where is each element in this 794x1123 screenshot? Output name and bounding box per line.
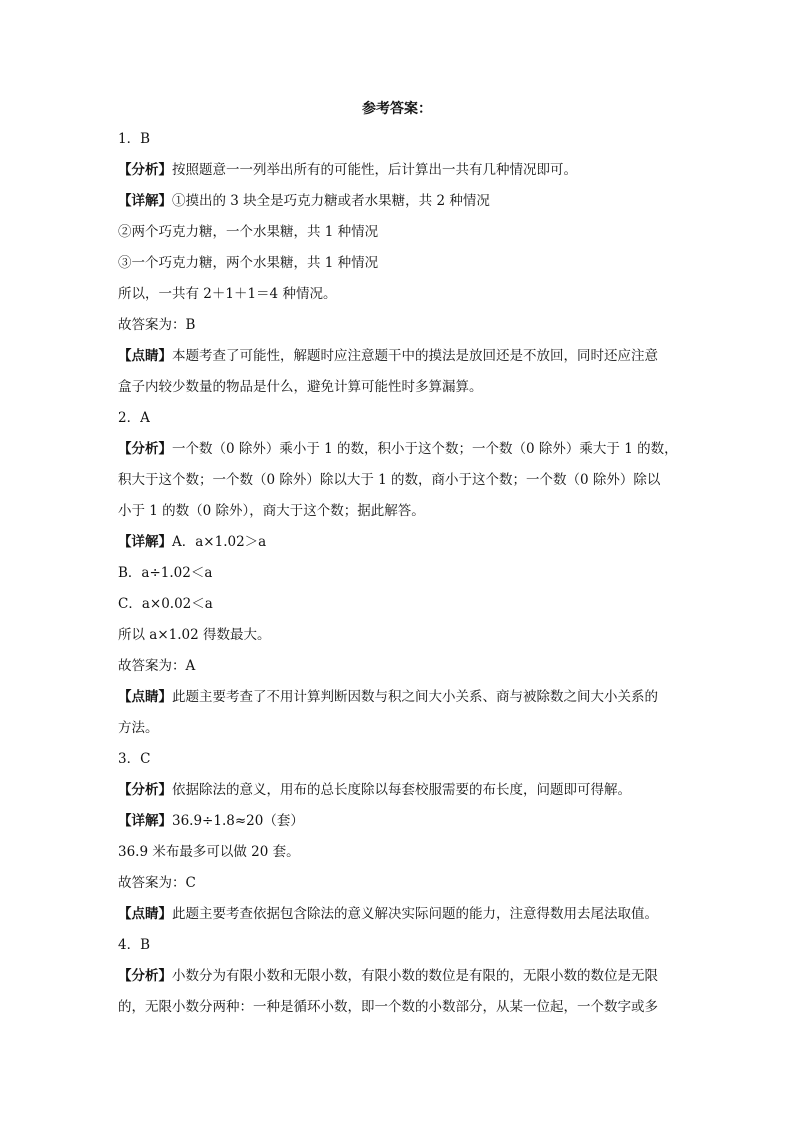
line-text: 36.9 米布最多可以做 20 套。 — [118, 844, 300, 860]
text-line — [118, 899, 686, 930]
line-text: ③一个巧克力糖，两个水果糖，共 1 种情况 — [118, 255, 379, 271]
line-text: 故答案为：A — [118, 658, 196, 674]
section-tag: 【详解】 — [118, 813, 172, 829]
line-text: 1．B — [118, 131, 151, 147]
line-text: 所以，一共有 2＋1＋1＝4 种情况。 — [118, 286, 337, 302]
line-text: 按照题意一一列举出所有的可能性，后计算出一共有几种情况即可。 — [172, 162, 577, 178]
section-tag: 【分析】 — [118, 968, 172, 984]
section-tag: 【点睛】 — [118, 348, 172, 364]
text-line — [118, 465, 686, 496]
section-tag: 【分析】 — [118, 162, 172, 178]
text-line — [118, 155, 686, 186]
section-tag: 【分析】 — [118, 441, 172, 457]
text-line — [118, 775, 686, 806]
text-line — [118, 496, 686, 527]
section-tag: 【点睛】 — [118, 689, 172, 705]
text-line — [118, 434, 686, 465]
line-text: ①摸出的 3 块全是巧克力糖或者水果糖，共 2 种情况 — [172, 193, 490, 209]
line-text: ②两个巧克力糖，一个水果糖，共 1 种情况 — [118, 224, 379, 240]
line-text: 4．B — [118, 937, 151, 953]
text-line — [118, 403, 686, 434]
line-text: A．a×1.02＞a — [172, 534, 267, 550]
text-line — [118, 310, 686, 341]
text-line — [118, 124, 686, 155]
text-line — [118, 372, 686, 403]
text-line — [118, 651, 686, 682]
text-line — [118, 186, 686, 217]
line-text: 小于 1 的数（0 除外），商大于这个数；据此解答。 — [118, 503, 425, 519]
section-tag: 【点睛】 — [118, 906, 172, 922]
line-text: 积大于这个数；一个数（0 除外）除以大于 1 的数，商小于这个数；一个数（0 除外）除以 — [118, 472, 661, 488]
page-title: 参考答案： — [362, 101, 432, 117]
section-tag: 【分析】 — [118, 782, 172, 798]
line-text: 故答案为：B — [118, 317, 196, 333]
line-text: 此题主要考查依据包含除法的意义解决实际问题的能力，注意得数用去尾法取值。 — [172, 906, 658, 922]
line-text: 一个数（0 除外）乘小于 1 的数，积小于这个数；一个数（0 除外）乘大于 1 的数， — [172, 441, 678, 457]
line-text: 方法。 — [118, 720, 159, 736]
text-line — [118, 868, 686, 899]
line-text: 小数分为有限小数和无限小数，有限小数的数位是有限的，无限小数的数位是无限 — [172, 968, 658, 984]
line-text: 2．A — [118, 410, 150, 426]
text-line — [118, 620, 686, 651]
line-text: 盒子内较少数量的物品是什么，避免计算可能性时多算漏算。 — [118, 379, 483, 395]
text-line — [118, 992, 686, 1023]
text-line — [118, 217, 686, 248]
text-line — [118, 558, 686, 589]
text-line — [118, 806, 686, 837]
answer-content — [118, 124, 686, 1023]
line-text: 故答案为：C — [118, 875, 196, 891]
section-tag: 【详解】 — [118, 193, 172, 209]
text-line — [118, 341, 686, 372]
text-line — [118, 527, 686, 558]
line-text: C．a×0.02＜a — [118, 596, 213, 612]
section-tag: 【详解】 — [118, 534, 172, 550]
line-text: 所以 a×1.02 得数最大。 — [118, 627, 271, 643]
text-line — [118, 837, 686, 868]
line-text: 依据除法的意义，用布的总长度除以每套校服需要的布长度，问题即可得解。 — [172, 782, 631, 798]
text-line — [118, 248, 686, 279]
text-line — [118, 713, 686, 744]
text-line — [118, 589, 686, 620]
line-text: 本题考查了可能性，解题时应注意题干中的摸法是放回还是不放回，同时还应注意 — [172, 348, 658, 364]
line-text: 3．C — [118, 751, 151, 767]
line-text: 的，无限小数分两种：一种是循环小数，即一个数的小数部分，从某一位起，一个数字或多 — [118, 999, 658, 1015]
text-line — [118, 744, 686, 775]
text-line — [118, 930, 686, 961]
line-text: B．a÷1.02＜a — [118, 565, 213, 581]
text-line — [118, 279, 686, 310]
text-line — [118, 961, 686, 992]
line-text: 36.9÷1.8≈20（套） — [172, 813, 304, 829]
line-text: 此题主要考查了不用计算判断因数与积之间大小关系、商与被除数之间大小关系的 — [172, 689, 658, 705]
text-line — [118, 682, 686, 713]
